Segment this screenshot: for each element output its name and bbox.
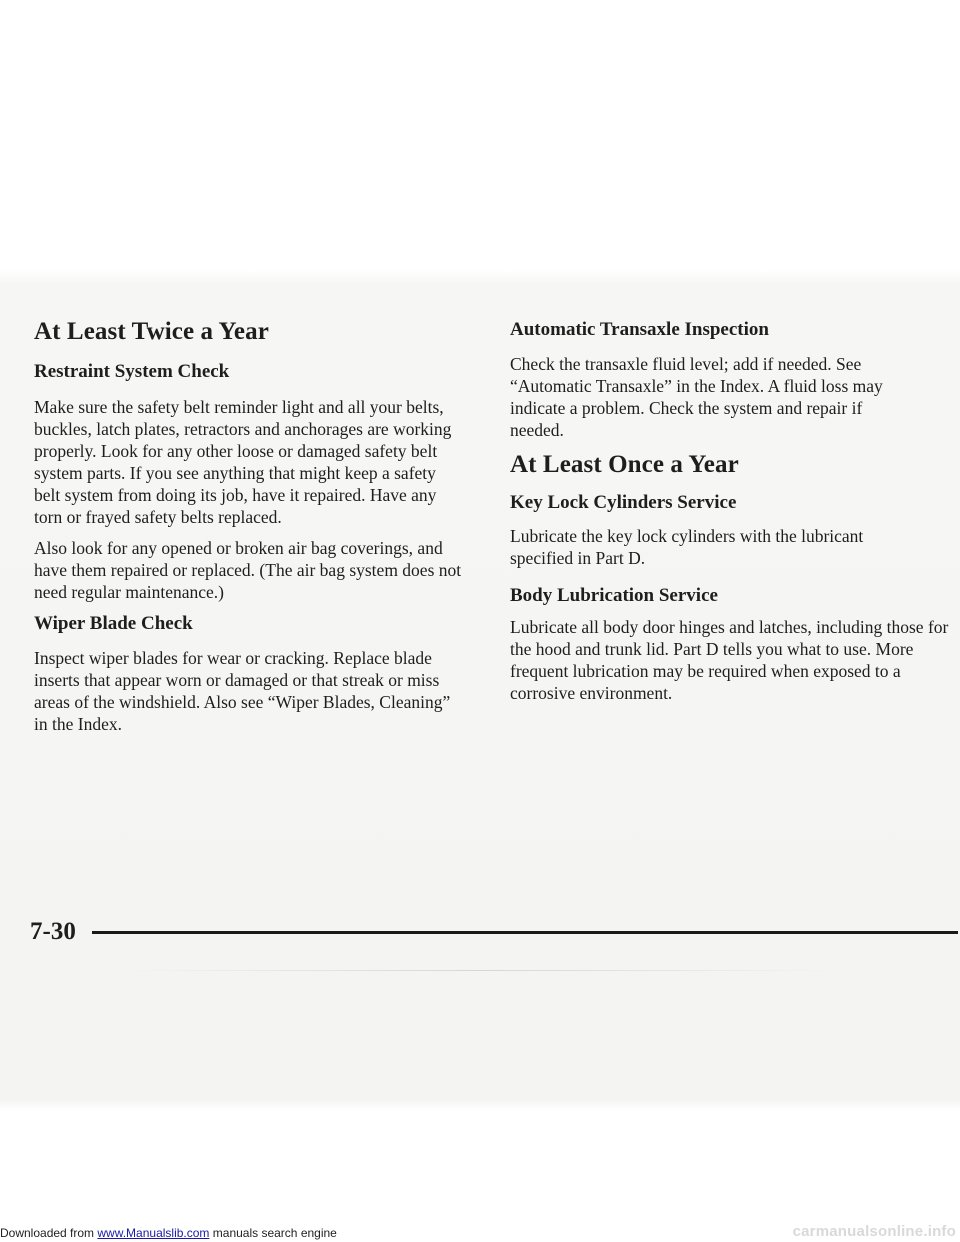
banner-prefix: Downloaded from [0,1226,98,1240]
manualslib-link[interactable]: www.Manualslib.com [97,1226,210,1240]
watermark: carmanualsonline.info [792,1223,956,1240]
paragraph-transaxle: Check the transaxle fluid level; add if needed. See “Automatic Transaxle” in the Index. A fluid loss may indicate a problem. Check the system and repair if needed. [510,354,883,440]
download-banner [0,1226,337,1240]
paragraph-air-bag-coverings: Also look for any opened or broken air bag coverings, and have them repaired or replaced. (The air bag system does not need regular maintenance.) [34,538,462,602]
paragraph-wiper-blade: Inspect wiper blades for wear or cracking. Replace blade inserts that appear worn or damaged or that streak or miss areas of the windshield. Also see “Wiper Blades, Cleaning” in the Index. [34,648,451,734]
section-heading-twice-a-year: At Least Twice a Year [34,318,269,345]
subheading-automatic-transaxle-inspection: Automatic Transaxle Inspection [510,319,769,340]
banner-suffix: manuals search engine [209,1226,337,1240]
section-heading-once-a-year: At Least Once a Year [510,451,739,478]
paragraph-restraint-check: Make sure the safety belt reminder light and all your belts, buckles, latch plates, retractors and anchorages are working properly. Look for any other loose or damaged safety belt system parts. If you see anything that might keep a safety belt system from doing its job, have it repaired. Have any torn or frayed safety belts replaced. [34,397,452,527]
subheading-restraint-system-check: Restraint System Check [34,361,230,382]
page-number: 7-30 [30,918,76,945]
subheading-body-lubrication: Body Lubrication Service [510,585,718,606]
paragraph-body-lubrication: Lubricate all body door hinges and latches, including those for the hood and trunk lid. Part D tells you what to use. More frequent lubrication may be required when exposed to a corrosive environment. [510,617,949,703]
footer-rule [92,931,958,934]
subheading-wiper-blade-check: Wiper Blade Check [34,613,193,634]
subheading-key-lock-cylinders: Key Lock Cylinders Service [510,492,737,513]
faint-divider [120,970,840,971]
paragraph-key-lock: Lubricate the key lock cylinders with the lubricant specified in Part D. [510,526,864,568]
